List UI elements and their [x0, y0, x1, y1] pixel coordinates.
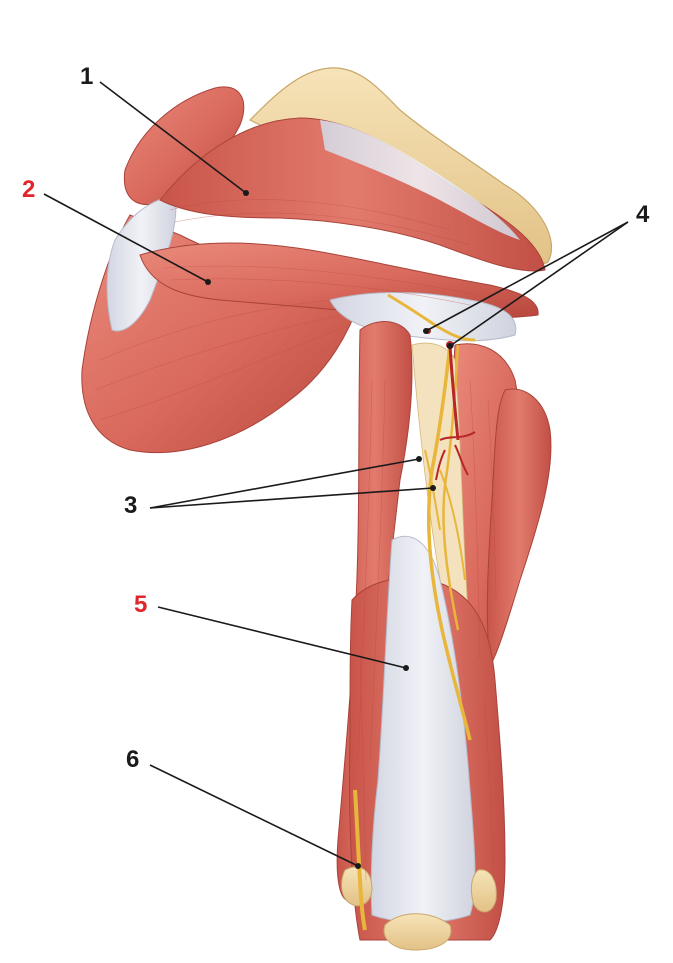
label-5: 5 [134, 591, 148, 618]
olecranon [384, 914, 451, 950]
label-2: 2 [22, 176, 36, 203]
label-3: 3 [124, 492, 138, 519]
label-4: 4 [636, 201, 650, 228]
medial-epicondyle [342, 867, 372, 906]
deltoid-flap [487, 389, 551, 665]
label-6: 6 [126, 746, 140, 773]
leader-line-6 [150, 765, 358, 866]
label-1: 1 [80, 63, 94, 90]
